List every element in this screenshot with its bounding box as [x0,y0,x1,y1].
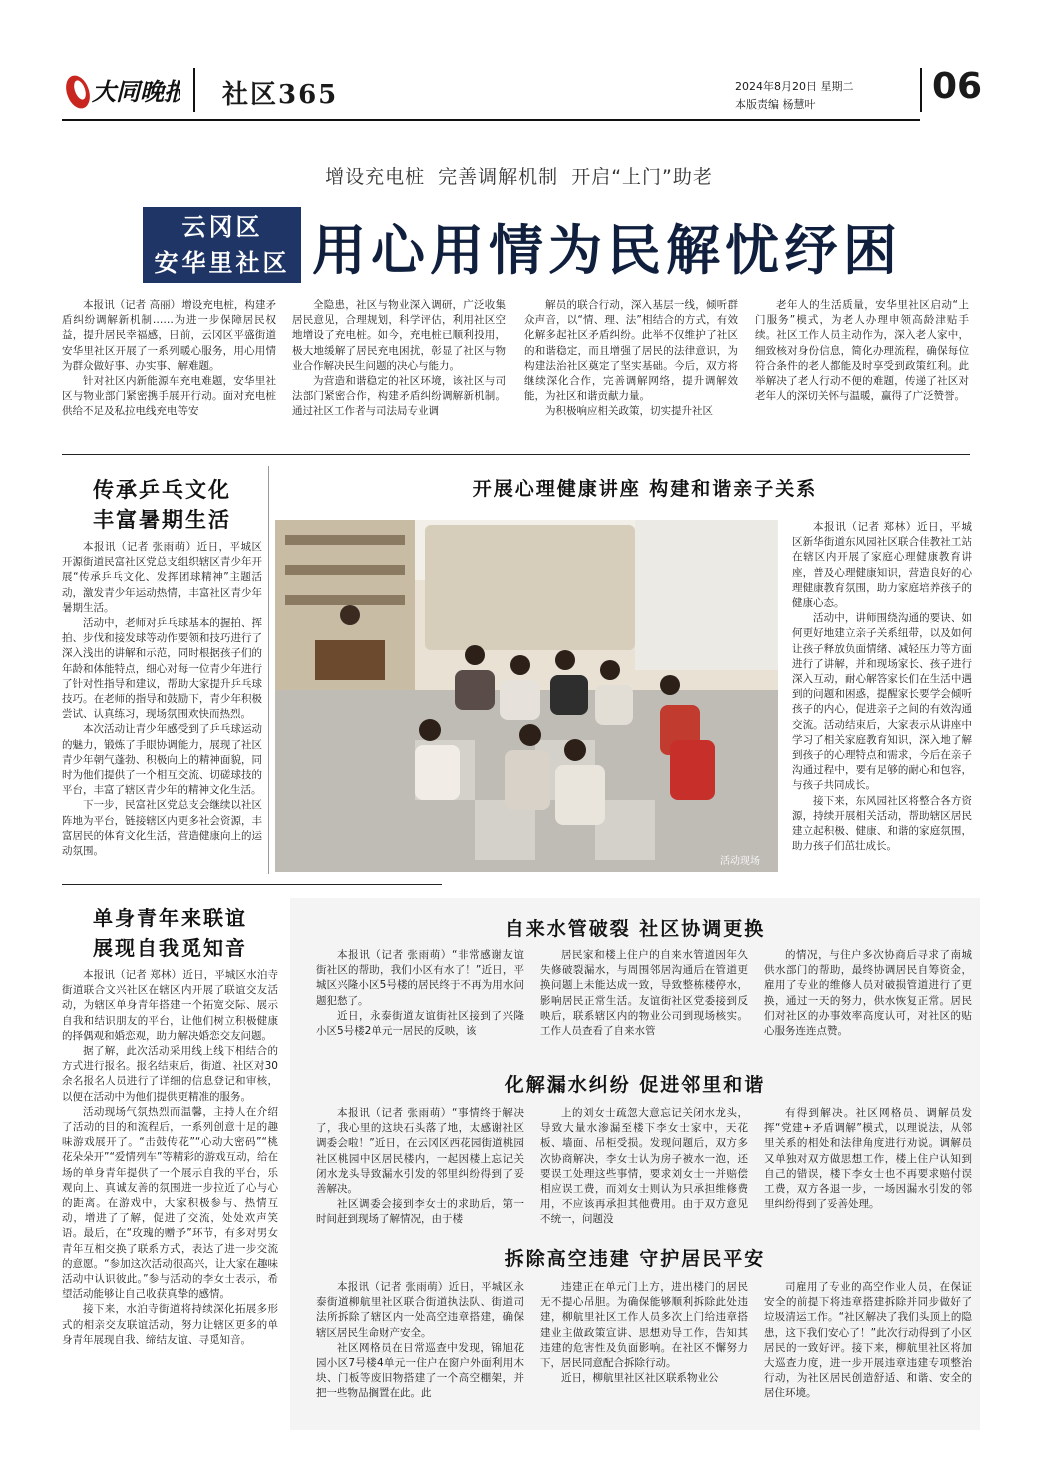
paragraph: 本次活动让青少年感受到了乒乓球运动的魅力，锻炼了手眼协调能力，展现了社区青少年朝气蓬勃、积极向上的精神面貌，同时为他们提供了一个相互交流、切磋球技的平台，丰富了辖区青少年的精神文化生活。 [62,723,262,797]
lead-title: 用心用情为民解忧纾困 [312,219,902,282]
leak-column-2 [540,1106,748,1228]
activity-photo [275,520,778,872]
leak-title: 化解漏水纠纷 促进邻里和谐 [504,1074,766,1096]
paragraph: 的情况，与住户多次协商后寻求了南城供水部门的帮助，最终协调居民自筹资金，雇用了专业的维修人员对破损管道进行了更换，通过一天的努力，供水恢复正常。居民们对社区的办事效率高度认可，对社区的贴心服务连连点赞。 [764,949,972,1038]
paragraph: 居民家和楼上住户的自来水管道因年久失修破裂漏水，与周围邻居沟通后在管道更换问题上未能达成一致，导致整栋楼停水，影响居民正常生活。友谊街社区党委接到反映后，联系辖区内的物业公司到现场核实。工作人员查看了自来水管 [540,949,748,1038]
paragraph: 为营造和谐稳定的社区环境，该社区与司法部门紧密合作，构建矛盾纠纷调解新机制。通过社区工作者与司法局专业调 [292,375,506,418]
lead-column-4 [755,298,969,404]
paragraph: 针对社区内新能源车充电难题，安华里社区与物业部门紧密携手展开行动。面对充电桩供给不足及私拉电线充电等安 [62,375,276,418]
lead-column-2 [292,298,506,420]
issue-date: 2024年8月20日 星期二 [735,80,854,93]
singles-body [62,968,278,1348]
psych-body [792,520,972,854]
pingpong-body [62,540,262,859]
paragraph: 本报讯（记者 张雨萌）近日，平城区开源街道民富社区党总支组织辖区青少年开展“传承乒乓文化、发挥团球精神”主题活动，激发青少年运动热情，丰富社区青少年暑期生活。 [62,541,262,614]
singles-title-2: 展现自我觅知音 [93,936,247,960]
paragraph: 本报讯（记者 张雨萌）“非常感谢友谊街社区的帮助，我们小区有水了！”近日，平城区兴隆小区5号楼的居民终于不再为用水问题犯愁了。 [316,949,524,1007]
paragraph: 活动中，讲师围绕沟通的要诀、如何更好地建立亲子关系纽带，以及如何让孩子释放负面情绪、减轻压力等方面进行了讲解，并和现场家长、孩子进行深入互动，耐心解答家长们在生活中遇到的问题和困惑，提醒家长要学会倾听孩子的内心，促进亲子之间的有效沟通交流。活动结束后，大家表示从讲座中学习了相关家庭教育知识，深入地了解到孩子的心理特点和需求，今后在亲子沟通过程中，要有足够的耐心和包容，与孩子共同成长。 [792,612,972,792]
paragraph: 上的刘女士疏忽大意忘记关闭水龙头，导致大量水渗漏至楼下李女士家中，天花板、墙面、吊柜受损。发现问题后，双方多次协商解决，李女士认为房子被水一泡，还要误工处理这些事情，要求刘女士一并赔偿相应误工费，而刘女士则认为只承担维修费用，不应该再承担其他费用。由于双方意见不统一，问题没 [540,1107,748,1226]
water-column-1 [316,948,524,1039]
paragraph: 活动现场气氛热烈而温馨，主持人在介绍了活动的目的和流程后，一系列创意十足的趣味游戏展开了。“击鼓传花”“心动大密码”“桃花朵朵开”“爱情列车”等精彩的游戏互动，给在场的单身青年提供了一个展示自我的平台，乐观向上、真诚友善的氛围进一步拉近了心与心的距离。在游戏中，大家积极参与、热情互动，增进了了解，促进了交流，处处欢声笑语。最后，在“玫瑰的赠予”环节，有多对男女青年互相交换了联系方式，表达了进一步交流的意愿。“参加这次活动很高兴，让大家在趣味活动中认识彼此。”参与活动的李女士表示，希望活动能够让自己收获真挚的感情。 [62,1105,278,1301]
paragraph: 为积极响应相关政策，切实提升社区 [545,405,713,418]
header-separator [193,68,195,112]
page-number: 06 [932,66,983,107]
water-column-2 [540,948,748,1039]
leak-column-1 [316,1106,524,1228]
paragraph: 接下来，东风园社区将整合各方资源，持续开展相关活动，帮助辖区居民建立起积极、健康、和谐的家庭氛围，助力孩子们茁壮成长。 [792,794,972,853]
lead-tag-district: 云冈区 [143,207,301,247]
paragraph: 下一步，民富社区党总支会继续以社区阵地为平台，链接辖区内更多社会资源，丰富居民的体育文化生活，营造健康向上的运动氛围。 [62,799,262,858]
paragraph: 本报讯（记者 张雨萌）“事情终于解决了，我心里的这块石头落了地，太感谢社区调委会啦！”近日，在云冈区西花园街道桃园社区桃园中区居民楼内，一起因楼上忘记关闭水龙头导致漏水引发的邻里纠纷得到了妥善解决。 [316,1107,524,1196]
pingpong-title-2: 丰富暑期生活 [93,508,231,532]
photo-caption: 活动现场 [720,856,760,867]
demolish-column-2 [540,1280,748,1386]
paragraph: 全隐患，社区与物业深入调研，广泛收集居民意见，合理规划，科学评估，利用社区空地增设了充电桩。如今，充电桩已顺利投用，极大地缓解了居民充电困扰，彰显了社区与物业合作解决民生问题的决心与能力。 [292,299,506,372]
paragraph: 活动中，老师对乒乓球基本的握拍、挥拍、步伐和接发球等动作要领和技巧进行了深入浅出的讲解和示范，同时根据孩子们的年龄和体能特点，细心对每一位青少年进行了针对性指导和建议，帮助大家提升乒乓球技巧。在老师的指导和鼓励下，青少年积极尝试、认真练习，现场氛围欢快而热烈。 [62,617,262,721]
demolish-title: 拆除高空违建 守护居民平安 [504,1248,766,1270]
paragraph: 据了解，此次活动采用线上线下相结合的方式进行报名。报名结束后，街道、社区对30余名报名人员进行了详细的信息登记和审核，以便在活动中为他们提供更精准的服务。 [62,1045,278,1103]
paragraph: 本报讯（记者 高丽）增设充电桩，构建矛盾纠纷调解新机制……为进一步保障居民权益，提升居民幸福感，日前，云冈区平盛街道安华里社区开展了一系列暖心服务，用心用情为群众做好事、办实事、解难题。 [62,299,276,372]
lead-column-1 [62,298,276,420]
paragraph: 司雇用了专业的高空作业人员，在保证安全的前提下将违章搭建拆除并同步做好了垃圾清运工作。“社区解决了我们头顶上的隐患，这下我们安心了！”此次行动得到了小区居民的一致好评。接下来，柳航里社区将加大巡查力度，进一步开展违章违建专项整治行动，为社区居民创造舒适、和谐、安全的居住环境。 [764,1281,972,1400]
svg-text:大同晚报: 大同晚报 [92,77,180,106]
paragraph: 近日，柳航里社区社区联系物业公 [561,1372,719,1385]
paragraph: 接下来，水泊寺街道将持续深化拓展多形式的相亲交友联谊活动，努力让辖区更多的单身青年展现自我、缔结友谊、寻觅知音。 [62,1303,278,1346]
column-rule [268,466,269,874]
paragraph: 违建正在单元门上方，进出楼门的居民无不提心吊胆。为确保能够顺利拆除此处违建，柳航里社区工作人员多次上门给违章搭建业主做政策宣讲、思想劝导工作，告知其违建的危害性及负面影响。在社区不懈努力下，居民同意配合拆除行动。 [540,1281,748,1370]
newspaper-logo [62,68,180,114]
paragraph: 近日，永泰街道友谊街社区接到了兴隆小区5号楼2单元一居民的反映，该 [316,1009,524,1038]
demolish-column-3 [764,1280,972,1402]
psych-title: 开展心理健康讲座 构建和谐亲子关系 [472,478,818,500]
paragraph: 本报讯（记者 郑林）近日，平城区新华街道东风园社区联合佳教社工站在辖区内开展了家庭心理健康教育讲座，普及心理健康知识，营造良好的心理健康教育氛围，助力家庭培养孩子的健康心态。 [792,521,972,610]
leak-column-3 [764,1106,972,1212]
paragraph: 本报讯（记者 张雨萌）近日，平城区永泰街道柳航里社区联合街道执法队、街道司法所拆除了辖区内一处高空违章搭建，确保辖区居民生命财产安全。 [316,1281,524,1339]
mid-rule [62,884,442,885]
water-column-3 [764,948,972,1039]
paragraph: 本报讯（记者 郑林）近日，平城区水泊寺街道联合文兴社区在辖区内开展了联谊交友活动，为辖区单身青年搭建一个拓宽交际、展示自我和结识朋友的平台，让他们树立积极健康的择偶观和婚恋观，助力解决婚恋交友问题。 [62,969,278,1042]
lead-subhead: 增设充电桩 完善调解机制 开启“上门”助老 [325,166,713,188]
singles-title-1: 单身青年来联谊 [93,906,247,930]
paragraph: 社区网格员在日常巡查中发现，锦旭花园小区7号楼4单元一住户在窗户外面利用木块、门板等废旧物搭建了一个高空棚架，并把一些物品搁置在此。此 [316,1341,524,1400]
paragraph: 有得到解决。社区网格员、调解员发挥“党建+矛盾调解”模式，以理说法，从邻里关系的相处和法律角度进行劝说。调解员又单独对双方做思想工作，楼上住户认知到自己的错误，楼下李女士也不再要求赔付误工费，双方各退一步，一场因漏水引发的邻里纠纷得到了妥善处理。 [764,1107,972,1211]
header-rule [62,119,920,121]
page-editor: 本版责编 杨慧叶 [735,98,816,111]
paragraph: 社区调委会接到李女士的求助后，第一时间赶到现场了解情况，由于楼 [316,1198,524,1226]
pingpong-title-1: 传承乒乓文化 [93,478,231,502]
paragraph: 老年人的生活质量，安华里社区启动“上门服务”模式，为老人办理申领高龄津贴手续。社区工作人员主动作为，深入老人家中，细致核对身份信息，简化办理流程，确保每位符合条件的老人都能及时享受到政策红利。此举解决了老人行动不便的难题，传递了社区对老年人的深切关怀与温暖，赢得了广泛赞誉。 [755,299,969,403]
demolish-column-1 [316,1280,524,1402]
paragraph: 解员的联合行动，深入基层一线，倾听群众声音，以“情、理、法”相结合的方式，有效化解多起社区矛盾纠纷。此举不仅维护了社区的和谐稳定，而且增强了居民的法律意识，为构建法治社区奠定了坚实基础。今后，双方将继续深化合作，完善调解网络，提升调解效能，为社区和谐贡献力量。 [524,299,738,403]
section-name: 社区365 [222,80,339,110]
water-title: 自来水管破裂 社区协调更换 [504,918,766,940]
lead-bottom-rule [62,454,970,455]
page-number-separator [920,68,922,112]
lead-tag-community: 安华里社区 [143,243,301,283]
lead-column-3 [524,298,738,420]
